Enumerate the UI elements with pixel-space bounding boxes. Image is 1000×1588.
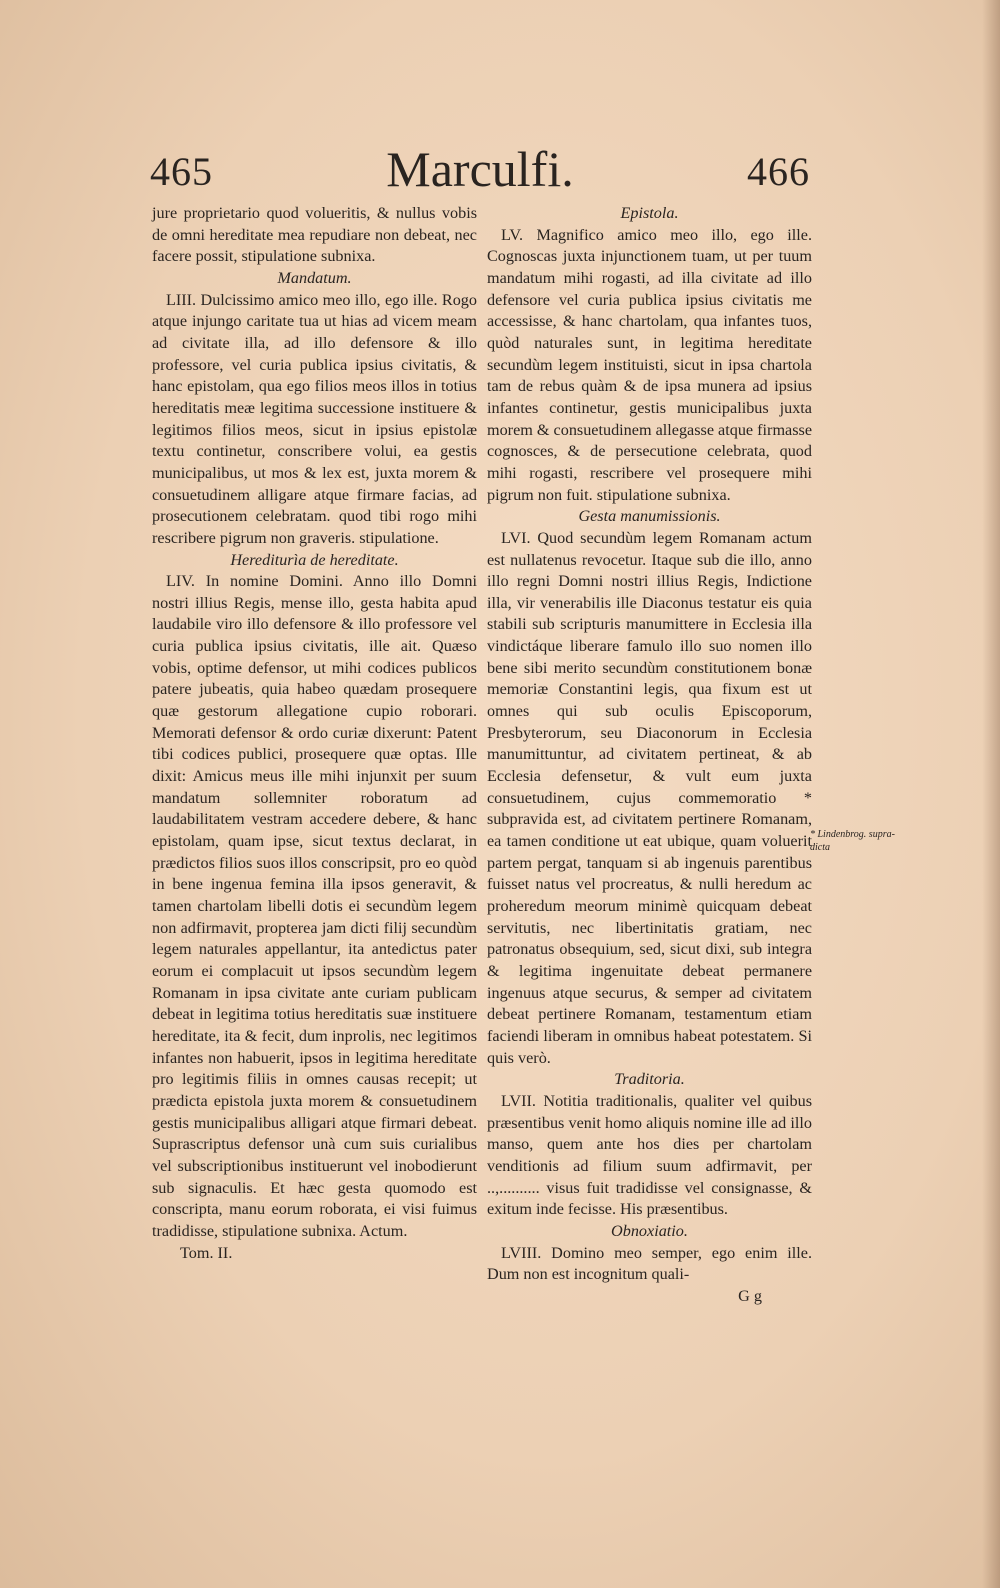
section-heading-traditoria: Traditoria. (614, 1070, 685, 1089)
paragraph-lviii: LVIII. Domino meo semper, ego enim ille. Dum non est incognitum quali- (487, 1243, 812, 1284)
section-heading-obnoxiatio: Obnoxiatio. (611, 1221, 688, 1240)
page-edge-shadow (982, 0, 1000, 1588)
section-heading-gesta: Gesta manumissionis. (578, 507, 721, 526)
paragraph-lvi: LVI. Quod secundùm legem Romanam actum est nullatenus revocetur. Itaque sub die illo, anno illo regni Domni nostri illius Regis, Indictione illa, vir venerabilis ille Diaconus testatur eis quia stabili sub scripturis manumittere in Ecclesia illa vindictáque liberare famulo illo suo nomen illo bene sibi merito secundùm constitutionem bonæ memoriæ Constantini legis, qua fixum est ut omnes qui sub oculis Episcoporum, Presbyterorum, seu Diaconorum in Ecclesia manumittuntur, ad civitatem pertineat, & ab Ecclesia defensetur, & vult eum juxta consuetudinem, cujus commemoratio * subpravida est, ad civitatem pertinere Romanam, ea tamen conditione ut eat ubique, quam voluerit partem pergat, tanquam si ab ingenuis parentibus fuisset natus vel procreatus, & nulli heredum ac proheredum meorum minimè quicquam debeat servitutis, nec libertinitatis gratiam, nec patronatus obsequium, sed, sicut dixi, sub integra & legitima ingenuitate debeat permanere ingenuus atque securus, & semper ad civitatem debeat pertinere Romanam, testamentum etiam faciendi liberam in omnibus habeat potestatem. Si quis verò. (487, 528, 812, 1067)
page-header (150, 140, 810, 210)
volume-footer: Tom. II. (180, 1243, 233, 1262)
margin-note (810, 828, 900, 854)
paragraph-lv: LV. Magnifico amico meo illo, ego ille. Cognoscas juxta injunctionem tuam, ut per tuum mandatum mihi rogasti, ad illa civitate ad illo defensore vel curia publica ipsius civitatis me accessisse, & hanc chartolam, qua infantes tuos, quòd naturales sunt, in legitima hereditate secundùm legem instituisti, sicut in ipsa chartola tam de rebus quàm & de ipsa munera ad ipsius infantes continetur, gestis municipalibus juxta morem & consuetudinem allegasse atque firmasse cognosces, & de persecutione celebrata, quod mihi rogasti, rescribere vel prosequere mihi pigrum non fuit. stipulatione subnixa. (487, 225, 812, 504)
section-heading-epistola: Epistola. (620, 204, 679, 222)
signature-mark: G g (738, 1286, 762, 1305)
margin-note-line: dicta (810, 842, 830, 853)
page-number-left: 465 (150, 149, 213, 194)
paragraph-continuation: jure proprietario quod volueritis, & nullus vobis de omni hereditate mea repudiare non debeat, nec facere possit, stipulatione subnixa. (152, 204, 477, 266)
left-column (152, 203, 477, 1264)
section-heading-hereditaria: Herediturìa de hereditate. (230, 550, 399, 569)
margin-note-line: * Lindenbrog. supra- (810, 829, 895, 840)
paragraph-liv: LIV. In nomine Domini. Anno illo Domni nostri illius Regis, mense illo, gesta habita apud laudabile viro illo defensore & illo professore vel curia publica ipsius civitatis, ille ait. Quæso vobis, optime defensor, ut mihi codices publicos patere jubeatis, quia habeo quædam prosequere quæ gestorum allegatione cupio roborari. Memorati defensor & ordo curiæ dixerunt: Patent tibi codices publici, prosequere quæ optas. Ille dixit: Amicus meus ille mihi injunxit per suum mandatum sollemniter roboratum ad laudabilitatem vestram accedere debere, & hanc epistolam, quam ipse, sicut textus declarat, in prædictos filios suos illos conscripsit, pro eo quòd in bene ingenua femina illa ipsos generavit, & tamen chartolam libelli dotis ei secundùm legem non adfirmavit, propterea jam dicti filij secundùm legem naturales appellantur, ita antedictus pater eorum ei complacuit ut ipsos secundùm legem Romanam in ipsa civitate ante curiam publicam debeat in legitima totius hereditatis suæ instituere hereditate, ita & fecit, dum inprolis, nec legitimos infantes non habuerit, ipsos in legitima hereditate pro legitimis filiis in omnes causas recepit; ut prædicta epistola juxta morem & consuetudinem gestis municipalibus alligari atque firmari debeat. Suprascriptus defensor unà cum suis curialibus vel subscriptionibus instituerunt vel inobodierunt sub signaculis. Et hæc gesta quomodo est conscripta, manu eorum roborata, ei visi fuimus tradidisse, stipulatione subnixa. Actum. (152, 572, 477, 1240)
page-number-right: 466 (747, 149, 810, 194)
paragraph-lvii: LVII. Notitia traditionalis, qualiter vel quibus præsentibus venit homo aliquis nomine ille ad illo manso, quem ante hos dies per chartolam venditionis ad filium suum adfirmavit, per ..,.......... visus fuit tradidisse vel consignasse, & exitum inde fecisse. His præsentibus. (487, 1091, 812, 1219)
paragraph-liii: LIII. Dulcissimo amico meo illo, ego ille. Rogo atque injungo caritate tua ut hias ad vicem meam ad civitate illa, ad illo defensore & illo professore, vel curia publica ipsius civitatis, & hanc epistolam, qua ego filios meos illos in totius hereditatis meæ legitima successione instituere & legitimos filios meos, sicut in ipsius epistolæ textu continetur, conscribere volui, ea gestis municipalibus, ut mos & lex est, juxta morem & consuetudinem alligare atque firmare facias, ad prosecutionem celebratam. quod tibi rogo mihi rescribere pigrum non graveris. stipulatione. (152, 290, 477, 547)
right-column (487, 203, 812, 1307)
running-title: Marculfi. (386, 141, 574, 197)
section-heading-mandatum: Mandatum. (277, 268, 352, 287)
